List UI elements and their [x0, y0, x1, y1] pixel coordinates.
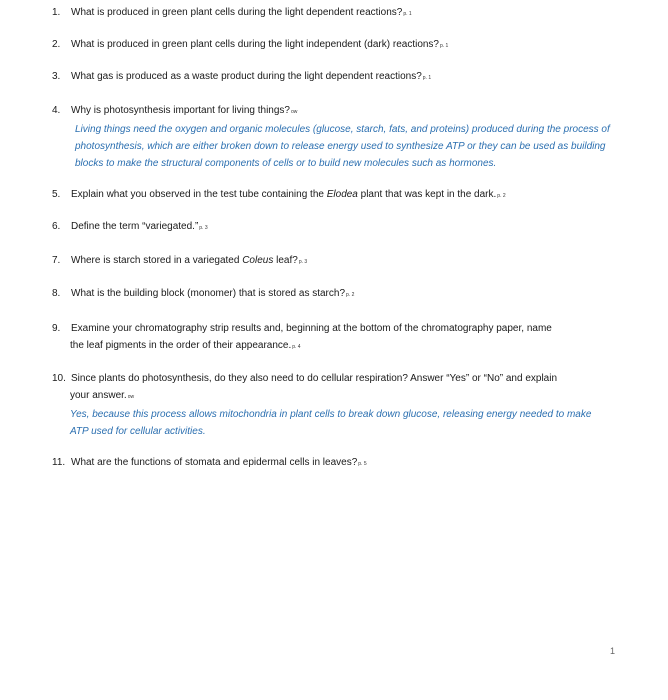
page-reference: p. 1 [403, 11, 412, 17]
question-number: 2. [52, 39, 61, 50]
page-reference: p. 1 [422, 75, 432, 81]
page-reference: ow [291, 109, 298, 115]
question-text: Why is photosynthesis important for living things? [71, 105, 290, 116]
question-text: What are the functions of stomata and epidermal cells in leaves? [71, 457, 358, 468]
question-3 [52, 68, 617, 87]
page-reference: ow [127, 394, 135, 400]
question-text-continued [52, 387, 617, 406]
question-italic-term: Elodea [326, 189, 358, 200]
question-8 [52, 285, 617, 304]
question-text: What is produced in green plant cells during the light independent (dark) reactions? [71, 39, 439, 50]
question-text: What gas is produced as a waste product during the light dependent reactions? [71, 71, 422, 82]
question-text: Where is starch stored in a variegated [71, 255, 243, 266]
question-5 [52, 186, 617, 205]
page-reference: p. 2 [497, 193, 506, 199]
page-reference: p. 1 [440, 43, 449, 49]
question-9 [52, 320, 617, 356]
question-number: 3. [52, 71, 61, 82]
page-number: 1 [610, 646, 616, 656]
page-reference: p. 2 [346, 292, 355, 298]
question-10 [52, 370, 617, 440]
question-number: 5. [52, 189, 61, 200]
question-text: What is produced in green plant cells during the light dependent reactions? [71, 7, 403, 18]
question-number: 11. [52, 457, 66, 468]
question-number: 9. [52, 323, 61, 334]
page-reference: p. 5 [358, 461, 367, 467]
question-text: Since plants do photosynthesis, do they also need to do cellular respiration? Answer “Yes” or “No” and explain [71, 373, 558, 384]
question-number: 10. [52, 373, 66, 384]
question-number: 6. [52, 221, 61, 232]
question-6 [52, 218, 617, 237]
answer-text: Living things need the oxygen and organic molecules (glucose, starch, fats, and proteins) produced during the process of photosynthesis, which are either broken down to release energy used to synthesize ATP or they can be used as building blocks to make the structural components of cells or to build new molecules such as hormones. [75, 124, 610, 169]
question-text-end: leaf? [273, 255, 298, 266]
question-italic-term: Coleus [242, 255, 274, 266]
page-reference: p. 3 [199, 225, 208, 231]
question-1 [52, 4, 617, 23]
question-number: 8. [52, 288, 61, 299]
question-text-line2: your answer. [70, 390, 127, 401]
question-text-end: plant that was kept in the dark. [357, 189, 497, 200]
question-number: 7. [52, 255, 61, 266]
question-11 [52, 454, 617, 473]
question-number: 1. [52, 7, 61, 18]
question-text: What is the building block (monomer) that is stored as starch? [71, 288, 346, 299]
question-text-continued [52, 337, 617, 356]
page-reference: p. 4 [292, 344, 301, 350]
question-text: Define the term “variegated.” [71, 221, 199, 232]
answer-text: Yes, because this process allows mitochondria in plant cells to break down glucose, releasing energy needed to make ATP used for cellular activities. [70, 409, 592, 437]
question-text: Explain what you observed in the test tube containing the [71, 189, 327, 200]
question-text: Examine your chromatography strip results and, beginning at the bottom of the chromatography paper, name [71, 323, 552, 334]
question-4 [52, 102, 617, 172]
question-number: 4. [52, 105, 61, 116]
question-7 [52, 252, 617, 271]
question-text-line2: the leaf pigments in the order of their appearance. [70, 340, 292, 351]
page-reference: p. 3 [298, 259, 308, 265]
question-2 [52, 36, 617, 55]
